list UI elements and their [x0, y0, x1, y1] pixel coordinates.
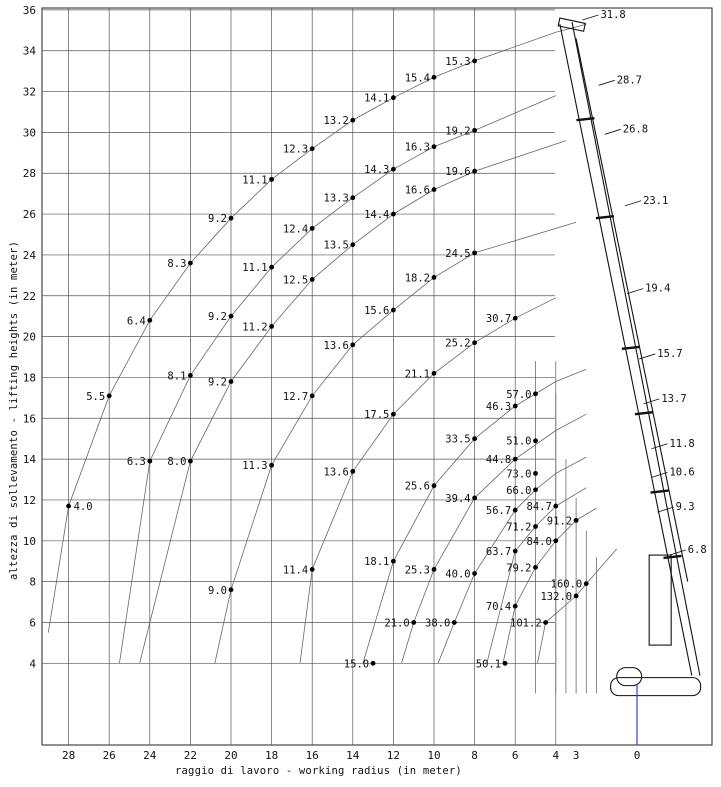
data-point-label: 5.5 [86, 390, 106, 403]
data-point [574, 518, 579, 523]
x-tick-label: 3 [572, 749, 580, 762]
data-point [472, 436, 477, 441]
data-point [553, 538, 558, 543]
data-point [472, 250, 477, 255]
data-point-label: 30.7 [485, 313, 512, 326]
data-point [553, 504, 558, 509]
data-point-label: 33.5 [445, 433, 471, 446]
data-point-label: 17.5 [364, 409, 390, 422]
data-point-label: 19.6 [445, 166, 471, 179]
data-point-label: 15.6 [364, 305, 390, 318]
data-point [432, 275, 437, 280]
data-point [472, 59, 477, 64]
data-point [391, 167, 396, 172]
data-point-label: 8.1 [167, 370, 187, 383]
boom-section-clamp [622, 347, 640, 349]
data-point-label: 57.0 [506, 388, 532, 401]
data-point [472, 340, 477, 345]
data-point [533, 391, 538, 396]
data-point-label: 14.4 [364, 209, 390, 222]
data-point-label: 9.0 [208, 584, 227, 597]
data-point [533, 565, 538, 570]
x-tick-label: 6 [511, 749, 519, 762]
cab [617, 668, 642, 686]
data-point [513, 549, 518, 554]
data-point-label: 51.0 [506, 435, 532, 448]
boom-label-leader [582, 15, 598, 20]
x-axis-title: raggio di lavoro - working radius (in meter) [175, 765, 462, 777]
data-point [188, 373, 193, 378]
data-point-label: 63.7 [485, 546, 512, 559]
data-point [472, 169, 477, 174]
data-point [229, 587, 234, 592]
y-tick-label: 28 [22, 167, 36, 181]
data-point-label: 13.2 [323, 115, 349, 128]
data-point-label: 73.0 [506, 468, 532, 481]
y-tick-label: 20 [22, 330, 36, 344]
data-point [543, 620, 548, 625]
x-tick-label: 16 [305, 749, 319, 762]
boom-label-leader [605, 129, 621, 134]
boom-section-clamp [635, 412, 653, 414]
data-point [513, 404, 518, 409]
boom-edge [576, 38, 688, 581]
data-point [310, 277, 315, 282]
data-point-label: 39.4 [445, 492, 471, 505]
boom-length-label: 13.7 [661, 392, 687, 405]
data-point-label: 13.5 [323, 239, 349, 252]
y-tick-label: 30 [22, 126, 36, 140]
data-point-label: 71.2 [506, 521, 532, 534]
data-point [391, 412, 396, 417]
plot-frame [42, 8, 712, 745]
data-point [188, 459, 193, 464]
y-tick-label: 32 [22, 85, 36, 99]
data-point-label: 4.0 [73, 501, 93, 514]
data-point [533, 438, 538, 443]
data-point [147, 459, 152, 464]
y-tick-label: 16 [22, 412, 36, 426]
data-point [432, 567, 437, 572]
boom-length-label: 31.8 [600, 8, 626, 21]
boom-label-leader [658, 507, 674, 512]
data-point [533, 524, 538, 529]
data-point [310, 393, 315, 398]
data-point [371, 661, 376, 666]
data-point [432, 371, 437, 376]
data-point [472, 128, 477, 133]
data-point-label: 91.2 [546, 515, 573, 528]
boom-length-label: 9.3 [675, 501, 695, 514]
data-point-label: 12.7 [282, 390, 309, 403]
data-point [229, 216, 234, 221]
x-tick-label: 0 [633, 749, 641, 762]
data-point-label: 11.2 [242, 321, 268, 334]
truck-body [611, 678, 701, 696]
x-tick-label: 28 [61, 749, 76, 762]
data-point [432, 75, 437, 80]
x-tick-label: 10 [427, 749, 441, 762]
y-tick-label: 18 [22, 371, 36, 385]
boom-length-label: 11.8 [669, 437, 695, 450]
data-point-label: 160.0 [550, 578, 583, 591]
data-point [432, 144, 437, 149]
y-tick-label: 22 [22, 289, 36, 303]
data-point-label: 24.5 [445, 247, 471, 260]
data-point-label: 44.8 [485, 454, 512, 467]
data-point-label: 15.0 [343, 658, 370, 671]
data-point [513, 316, 518, 321]
data-point-label: 12.3 [282, 143, 309, 156]
y-axis-title: altezza di sollevamento - lifting heights (in meter) [8, 240, 20, 580]
data-point-label: 56.7 [485, 505, 512, 518]
boom-head [558, 18, 585, 31]
data-point [533, 471, 538, 476]
data-point-label: 101.2 [510, 617, 542, 630]
boom-label-leader [599, 80, 615, 85]
data-point [188, 261, 193, 266]
boom-pivot [649, 555, 671, 645]
data-point-label: 6.4 [126, 315, 146, 328]
data-point-label: 9.2 [208, 311, 227, 324]
boom-label-leader [625, 201, 641, 206]
y-tick-label: 6 [29, 616, 36, 630]
x-tick-label: 20 [224, 749, 238, 762]
data-point-label: 18.1 [364, 556, 390, 569]
data-point [391, 212, 396, 217]
x-tick-label: 14 [346, 749, 360, 762]
data-points [66, 9, 707, 670]
data-point-label: 66.0 [506, 484, 532, 497]
boom-label-leader [651, 472, 667, 477]
data-point [229, 314, 234, 319]
data-point-label: 8.3 [167, 258, 187, 271]
boom-length-label: 19.4 [645, 282, 671, 295]
boom-length-label: 28.7 [616, 74, 642, 87]
data-point [350, 342, 355, 347]
y-tick-label: 14 [22, 453, 36, 467]
data-point [269, 463, 274, 468]
data-point-label: 11.1 [242, 174, 268, 187]
data-point [66, 504, 71, 509]
data-point [269, 177, 274, 182]
y-tick-label: 26 [22, 208, 36, 222]
data-point [350, 469, 355, 474]
boom-length-label: 10.6 [669, 466, 695, 479]
data-point-label: 13.6 [323, 339, 349, 352]
data-point [513, 604, 518, 609]
data-point-label: 19.2 [445, 125, 471, 138]
data-point-label: 13.6 [323, 466, 349, 479]
y-tick-label: 10 [22, 534, 36, 548]
boom-length-label: 6.8 [687, 543, 707, 556]
data-point-label: 84.7 [526, 501, 552, 514]
data-point [574, 594, 579, 599]
y-tick-label: 4 [29, 657, 36, 671]
data-point [391, 95, 396, 100]
data-point [391, 559, 396, 564]
data-point [533, 487, 538, 492]
data-point [503, 661, 508, 666]
y-tick-label: 36 [22, 3, 36, 17]
data-point [269, 265, 274, 270]
data-point [147, 318, 152, 323]
data-point-label: 40.0 [445, 568, 471, 581]
data-point [432, 187, 437, 192]
x-tick-label: 24 [143, 749, 157, 762]
data-point-label: 11.4 [282, 564, 309, 577]
data-point [432, 483, 437, 488]
data-point-label: 13.3 [323, 192, 349, 205]
data-point-label: 25.2 [445, 337, 471, 350]
data-point-label: 84.0 [526, 535, 552, 548]
data-point [310, 567, 315, 572]
data-point-label: 14.3 [364, 164, 390, 177]
data-point-label: 38.0 [425, 617, 451, 630]
data-point [513, 508, 518, 513]
boom-section-clamp [663, 556, 681, 558]
data-point [411, 620, 416, 625]
data-point-label: 9.2 [208, 376, 227, 389]
data-point [452, 620, 457, 625]
data-point-label: 14.1 [364, 92, 390, 105]
reach-curve [48, 24, 586, 633]
boom-length-label: 15.7 [657, 347, 683, 360]
data-point-label: 16.3 [404, 141, 430, 154]
x-tick-label: 22 [183, 749, 198, 762]
data-point [310, 226, 315, 231]
data-point-label: 16.6 [404, 184, 430, 197]
data-point-label: 15.3 [445, 55, 471, 68]
y-tick-label: 8 [29, 575, 36, 589]
x-tick-label: 26 [102, 749, 116, 762]
data-point-label: 6.3 [126, 456, 146, 469]
reach-curve [538, 549, 617, 663]
boom-label-leader [670, 550, 686, 555]
data-point [472, 571, 477, 576]
data-point [229, 379, 234, 384]
y-tick-label: 24 [22, 248, 36, 262]
x-tick-label: 4 [552, 749, 560, 762]
data-point-label: 21.1 [404, 368, 430, 381]
data-point [584, 581, 589, 586]
data-point-label: 9.2 [208, 213, 227, 226]
data-point-label: 70.4 [485, 601, 512, 614]
data-point [391, 308, 396, 313]
data-point-label: 21.0 [384, 617, 410, 630]
data-point [513, 457, 518, 462]
data-point-label: 50.1 [475, 658, 502, 671]
data-point-label: 8.0 [167, 456, 187, 469]
grid [42, 8, 712, 745]
y-tick-label: 12 [22, 493, 36, 507]
data-point-label: 12.5 [282, 274, 309, 287]
data-point-label: 11.3 [242, 460, 268, 473]
data-point [350, 118, 355, 123]
data-point [472, 496, 477, 501]
data-point-label: 11.1 [242, 262, 268, 275]
data-point-label: 15.4 [404, 72, 430, 85]
boom-label-leader [627, 289, 643, 294]
data-point-label: 79.2 [506, 562, 532, 575]
data-point [310, 146, 315, 151]
boom-section-clamp [650, 491, 668, 493]
data-point-label: 46.3 [485, 401, 512, 414]
boom-length-label: 23.1 [643, 194, 669, 207]
boom-length-label: 26.8 [622, 123, 649, 136]
data-point [269, 324, 274, 329]
data-point-label: 18.2 [404, 272, 430, 285]
y-tick-label: 34 [22, 44, 36, 58]
x-tick-label: 8 [471, 749, 478, 762]
data-point [350, 195, 355, 200]
data-point-label: 25.6 [404, 480, 430, 493]
x-tick-label: 18 [264, 749, 279, 762]
data-point-label: 132.0 [540, 590, 573, 603]
data-point-label: 25.3 [404, 564, 430, 577]
x-tick-label: 12 [386, 749, 401, 762]
data-point-label: 12.4 [282, 223, 309, 236]
data-point [350, 242, 355, 247]
data-point [107, 393, 112, 398]
